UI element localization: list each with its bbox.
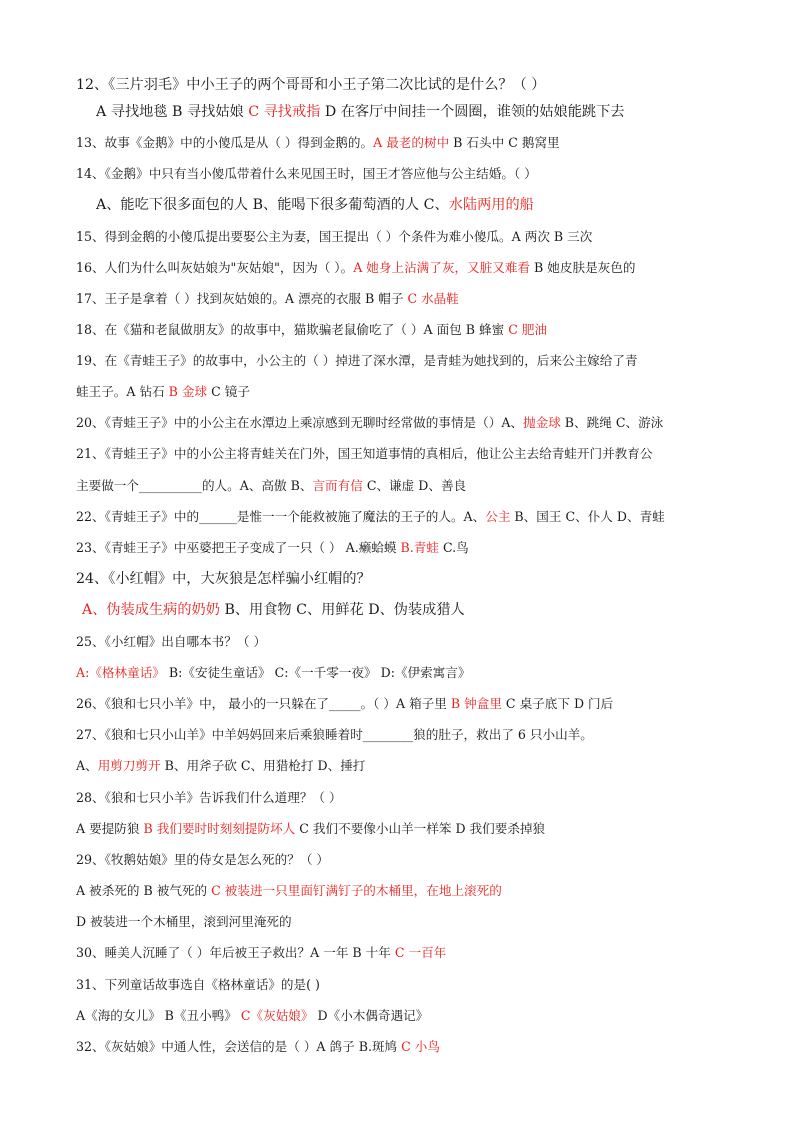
answer-31: C《灰姑娘》 (240, 1008, 314, 1023)
question-22: 22、《青蛙王子》中的______是惟一一个能救被施了魔法的王子的人。A、公主 B、国王 C、仆人 D、青蛙 (76, 509, 665, 524)
question-19-cont: 蛙王子。A 钻石 B 金球 C 镜子 (76, 384, 250, 399)
answer-27: 用剪刀剪开 (97, 758, 161, 773)
options-25: A:《格林童话》 B:《安徒生童话》 C:《一千零一夜》 D:《伊索寓言》 (76, 665, 471, 680)
options-29-cont: D 被装进一个木桶里，滚到河里淹死的 (76, 914, 292, 929)
options-24: A、伪装成生病的奶奶 B、用食物 C、用鲜花 D、伪装成猎人 (82, 602, 465, 618)
question-20: 20、《青蛙王子》中的小公主在水潭边上乘凉感到无聊时经常做的事情是（）A、抛金球 B、跳绳 C、游泳 (76, 415, 664, 430)
question-31: 31、下列童话故事选自《格林童话》的是( ) (76, 977, 320, 992)
question-16: 16、人们为什么叫灰姑娘为"灰姑娘"，因为（ ）。A 她身上沾满了灰，又脏又难看 B 她皮肤是灰色的 (76, 260, 636, 275)
question-14: 14、《金鹅》中只有当小傻瓜带着什么来见国王时，国王才答应他与公主结婚。（ ） (76, 166, 537, 181)
options-12: A 寻找地毯 B 寻找姑娘 C 寻找戒指 D 在客厅中间挂一个圆圈，谁领的姑娘能跳下去 (96, 104, 625, 120)
answer-16: A 她身上沾满了灰，又脏又难看 (353, 260, 531, 275)
question-17: 17、王子是拿着（ ）找到灰姑娘的。A 漂亮的衣服 B 帽子 C 水晶鞋 (76, 291, 459, 306)
question-21: 21、《青蛙王子》中的小公主将青蛙关在门外，国王知道事情的真相后，他让公主去给青蛙开门并教育公 (76, 446, 653, 461)
answer-26: B 钟盒里 (450, 696, 502, 711)
question-30: 30、睡美人沉睡了（ ）年后被王子救出？A 一年 B 十年 C 一百年 (76, 945, 447, 960)
answer-19: B 金球 (168, 384, 208, 399)
question-23: 23、《青蛙王子》中巫婆把王子变成了一只（ ） A.癞蛤蟆 B.青蛙 C.鸟 (76, 540, 469, 555)
answer-23: B.青蛙 (400, 540, 439, 555)
answer-17: C 水晶鞋 (407, 291, 459, 306)
answer-21: 言而有信 (312, 478, 363, 493)
answer-20: 抛金球 (523, 415, 561, 430)
answer-13: A 最老的树中 (373, 135, 450, 150)
question-25: 25、《小红帽》出自哪本书？（ ） (76, 634, 267, 649)
question-19: 19、在《青蛙王子》的故事中，小公主的（ ）掉进了深水潭，是青蛙为她找到的，后来公主嫁给了青 (76, 353, 638, 368)
answer-24: A、伪装成生病的奶奶 (82, 602, 220, 618)
answer-32: C 小鸟 (401, 1039, 440, 1054)
question-21-cont: 主要做一个__________的人。A、高傲 B、言而有信 C、谦虚 D、善良 (76, 478, 467, 493)
answer-12: C 寻找戒指 (248, 104, 321, 120)
question-15: 15、得到金鹅的小傻瓜提出要娶公主为妻，国王提出（ ）个条件为难小傻瓜。A 两次 B 三次 (76, 229, 593, 244)
answer-30: C 一百年 (394, 945, 447, 960)
question-27: 27、《狼和七只小山羊》中羊妈妈回来后乘狼睡着时________狼的肚子，救出了 6 只小山羊。 (76, 727, 593, 742)
answer-25: A:《格林童话》 (76, 665, 165, 680)
options-14: A、能吃下很多面包的人 B、能喝下很多葡萄酒的人 C、水陆两用的船 (96, 197, 534, 213)
question-28: 28、《狼和七只小羊》告诉我们什么道理？（ ） (76, 790, 342, 805)
options-31: A《海的女儿》 B《丑小鸭》 C《灰姑娘》 D《小木偶奇遇记》 (76, 1008, 429, 1023)
question-12: 12、《三片羽毛》中小王子的两个哥哥和小王子第二次比试的是什么？（ ） (76, 77, 546, 93)
answer-14: 水陆两用的船 (448, 197, 534, 213)
question-24: 24、《小红帽》中，大灰狼是怎样骗小红帽的？ (76, 571, 371, 587)
answer-28: B 我们要时时刻刻提防坏人 (143, 821, 296, 836)
options-29: A 被杀死的 B 被气死的 C 被装进一只里面钉满钉子的木桶里，在地上滚死的 (76, 883, 502, 898)
answer-22: 公主 (485, 509, 511, 524)
answer-18: C 肥油 (508, 322, 548, 337)
question-26: 26、《狼和七只小羊》中， 最小的一只躲在了_____。（ ）A 箱子里 B 钟盒里 C 桌子底下 D 门后 (76, 696, 614, 711)
options-27: A、用剪刀剪开 B、用斧子砍 C、用猎枪打 D、捶打 (76, 758, 366, 773)
question-32: 32、《灰姑娘》中通人性，会送信的是（ ）A 鸽子 B.斑鸠 C 小鸟 (76, 1039, 440, 1054)
question-18: 18、在《猫和老鼠做朋友》的故事中，猫欺骗老鼠偷吃了（ ）A 面包 B 蜂蜜 C 肥油 (76, 322, 548, 337)
options-28: A 要提防狼 B 我们要时时刻刻提防坏人 C 我们不要像小山羊一样笨 D 我们要杀掉狼 (76, 821, 546, 836)
answer-29: C 被装进一只里面钉满钉子的木桶里，在地上滚死的 (211, 883, 502, 898)
question-13: 13、故事《金鹅》中的小傻瓜是从（ ）得到金鹅的。A 最老的树中 B 石头中 C 鹅窝里 (76, 135, 560, 150)
question-29: 29、《牧鹅姑娘》里的侍女是怎么死的？（ ） (76, 852, 330, 867)
